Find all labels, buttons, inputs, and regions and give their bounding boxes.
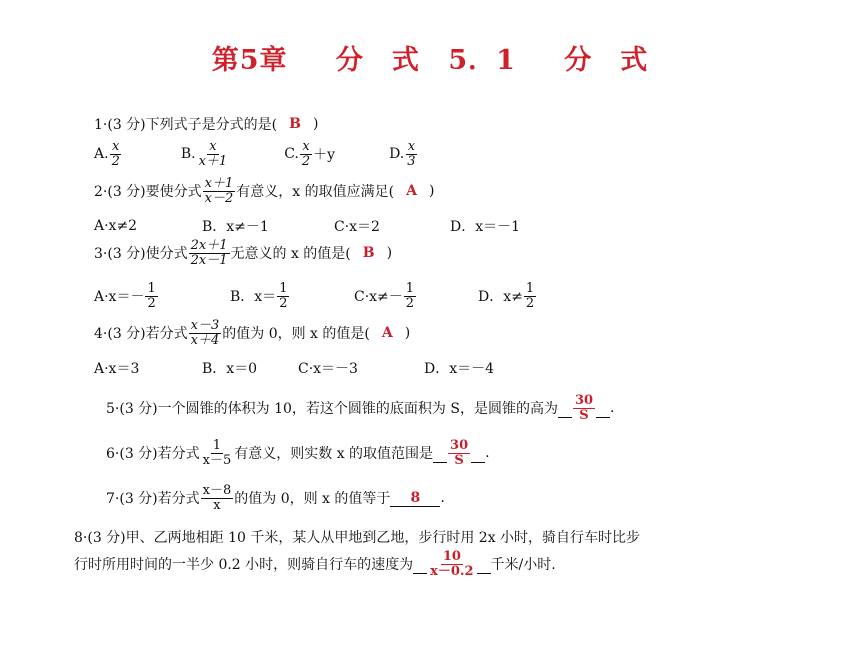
- question-6-fraction: [201, 439, 234, 467]
- question-6: [106, 439, 490, 467]
- question-8-answer: [428, 550, 475, 578]
- question-5-answer: [573, 394, 595, 422]
- numerator: 1: [405, 281, 415, 296]
- chapter-number: 第5章: [211, 45, 288, 76]
- question-5: [106, 394, 615, 422]
- option-b-fraction: [197, 140, 230, 168]
- question-1: [94, 114, 318, 134]
- numerator: x: [407, 139, 416, 154]
- question-4-pre: 4·(3 分)若分式: [94, 326, 188, 343]
- denominator: 2: [301, 153, 311, 169]
- question-5-end: .: [610, 400, 615, 417]
- denominator: 2: [405, 295, 415, 311]
- question-7-answer: 8: [410, 489, 421, 506]
- option-b-label: B．x＝: [230, 289, 277, 306]
- numerator: x＋1: [204, 176, 234, 191]
- option-d: D．x＝－1: [450, 219, 521, 235]
- question-3-post: 无意义的 x 的值是(: [230, 246, 351, 263]
- question-8-line-1: [74, 527, 640, 547]
- denominator: x: [213, 497, 221, 513]
- blank-line: [433, 461, 447, 463]
- blank-line: [477, 572, 491, 574]
- option-d-fraction: [524, 282, 536, 310]
- option-b: B．x≠－1: [202, 219, 269, 235]
- numerator: x: [302, 139, 310, 154]
- option-c-label: C·x≠－: [354, 289, 403, 306]
- question-1-close: ): [312, 116, 319, 132]
- option-c: C·x＝－3: [298, 361, 358, 377]
- option-c: [284, 140, 335, 168]
- option-d: D．x＝－4: [424, 361, 495, 377]
- question-6-answer: [448, 439, 470, 467]
- denominator: x＋4: [190, 332, 220, 348]
- question-3-answer: B: [362, 245, 375, 262]
- option-c: C·x＝2: [334, 219, 380, 235]
- question-8-text: 8·(3 分)甲、乙两地相距 10 千米，某人从甲地到乙地，步行时用 2x 小时，骑自行车时比步: [74, 530, 641, 546]
- denominator: 2: [111, 153, 120, 169]
- denominator: 2: [525, 295, 535, 311]
- option-d-label: D．x≠: [478, 289, 523, 306]
- numerator: x: [209, 139, 217, 154]
- question-2-options: [94, 216, 520, 236]
- question-8-text-2: 行时所用时间的一半少 0.2 小时，则骑自行车的速度为: [74, 557, 414, 574]
- option-c: [354, 282, 478, 310]
- option-a: A·x＝3: [94, 361, 140, 377]
- question-7-blank: [390, 490, 440, 507]
- section-name: 分 式: [564, 45, 649, 76]
- option-b: [230, 282, 354, 310]
- blank-line: [413, 572, 427, 574]
- question-7-fraction: [201, 484, 234, 512]
- question-3-pre: 3·(3 分)使分式: [94, 246, 188, 263]
- question-2-fraction: [203, 177, 236, 205]
- question-2: [94, 177, 434, 205]
- question-4-fraction: [189, 319, 222, 347]
- option-c-tail: ＋y: [313, 147, 336, 164]
- question-2-post: 有意义，x 的取值应满足(: [236, 184, 395, 201]
- denominator: x＋1: [198, 153, 228, 169]
- option-a-label: A·x＝－: [94, 289, 145, 306]
- option-c-fraction: [404, 282, 416, 310]
- answer-numerator: 10: [442, 549, 461, 564]
- numerator: 1: [147, 281, 156, 296]
- blank-line: [471, 461, 485, 463]
- option-b: [181, 140, 230, 168]
- answer-numerator: 30: [450, 438, 469, 453]
- option-a-fraction: [145, 282, 157, 310]
- option-c-fraction: [300, 140, 312, 168]
- denominator: 2x－1: [190, 252, 228, 268]
- question-2-answer: A: [406, 183, 417, 200]
- question-8-line-2: [74, 550, 556, 578]
- answer-denominator: S: [579, 407, 589, 423]
- numerator: x: [112, 139, 120, 154]
- option-c-label: C.: [284, 146, 299, 163]
- option-a-label: A.: [94, 146, 109, 163]
- numerator: 1: [212, 438, 222, 453]
- option-a: A·x≠2: [94, 218, 138, 234]
- question-6-post: 有意义，则实数 x 的取值范围是: [234, 446, 434, 463]
- section-number: 5．1: [448, 45, 516, 76]
- option-a: [94, 282, 230, 310]
- numerator: 1: [525, 281, 535, 296]
- question-7-end: .: [440, 490, 445, 507]
- numerator: 1: [279, 281, 288, 296]
- question-1-answer: B: [289, 116, 301, 132]
- question-8-end: 千米/小时.: [490, 557, 556, 574]
- question-7-pre: 7·(3 分)若分式: [106, 491, 200, 508]
- option-a-fraction: [110, 140, 122, 168]
- page-title: [0, 38, 860, 77]
- question-4: [94, 319, 410, 347]
- option-b-label: B.: [180, 146, 196, 163]
- chapter-name: 分 式: [335, 45, 420, 76]
- option-b-fraction: [277, 282, 289, 310]
- question-6-pre: 6·(3 分)若分式: [106, 446, 200, 463]
- question-4-options: [94, 358, 494, 378]
- denominator: 3: [407, 153, 416, 169]
- question-5-text: 5·(3 分)一个圆锥的体积为 10，若这个圆锥的底面积为 S，是圆锥的高为: [106, 401, 558, 418]
- option-d-fraction: [405, 140, 417, 168]
- numerator: x－8: [202, 483, 232, 498]
- question-3-fraction: [189, 239, 230, 267]
- answer-denominator: x－0.2: [430, 563, 474, 579]
- question-3-close: ): [386, 245, 393, 262]
- question-4-post: 的值为 0，则 x 的值是(: [222, 326, 370, 343]
- question-1-text: 1·(3 分)下列式子是分式的是(: [94, 117, 278, 133]
- option-d-label: D.: [389, 146, 405, 163]
- question-4-close: ): [404, 325, 411, 342]
- denominator: x－2: [204, 190, 234, 206]
- question-3: [94, 239, 392, 267]
- question-4-answer: A: [381, 325, 393, 342]
- denominator: 2: [147, 295, 156, 311]
- option-d: [478, 282, 537, 310]
- question-6-end: .: [485, 445, 490, 462]
- denominator: x－5: [202, 452, 232, 468]
- question-2-pre: 2·(3 分)要使分式: [94, 184, 202, 201]
- question-3-options: [94, 282, 537, 310]
- question-7-post: 的值为 0，则 x 的值等于: [234, 491, 391, 508]
- numerator: 2x＋1: [190, 238, 228, 253]
- option-b: B．x＝0: [202, 361, 258, 377]
- answer-numerator: 30: [574, 393, 594, 408]
- answer-denominator: S: [454, 452, 464, 468]
- numerator: x－3: [190, 318, 220, 333]
- blank-line: [558, 416, 572, 418]
- blank-line: [596, 416, 610, 418]
- question-7: [106, 484, 445, 512]
- denominator: 2: [279, 295, 288, 311]
- option-a: [94, 140, 123, 168]
- option-d: [389, 140, 418, 168]
- question-2-close: ): [428, 183, 435, 200]
- question-1-options: [94, 140, 419, 168]
